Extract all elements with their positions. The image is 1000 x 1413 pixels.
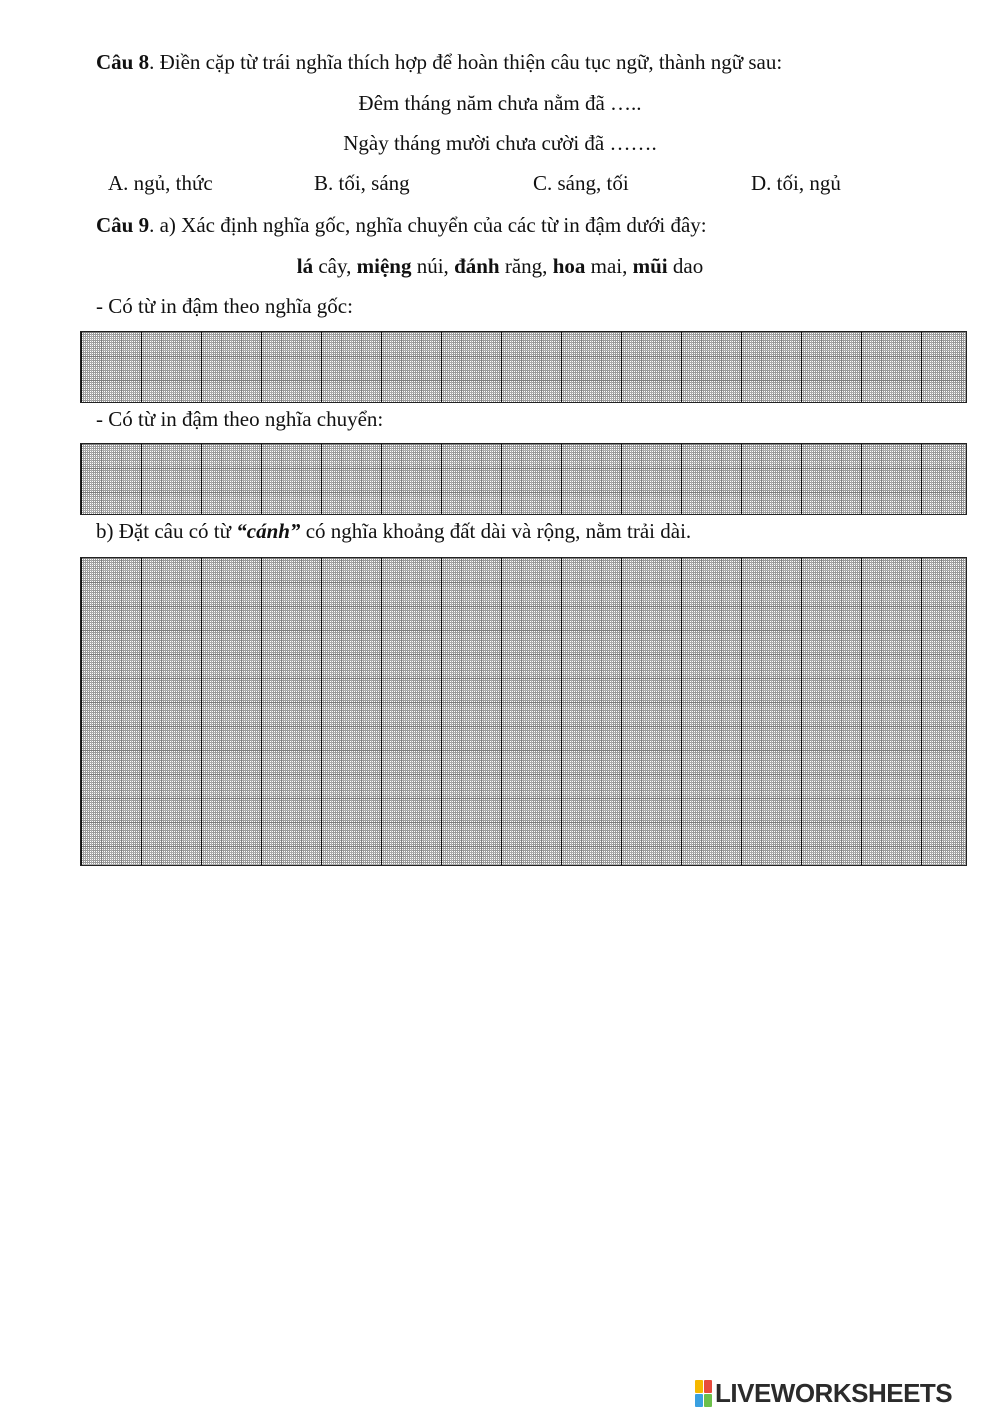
proverb-line-2: Ngày tháng mười chưa cười đã ……. <box>343 131 657 155</box>
question-8-label: Câu 8 <box>96 50 150 74</box>
word-la: lá <box>296 254 314 278</box>
word-mieng: miệng <box>356 254 412 278</box>
word-la-rest: cây, <box>313 254 352 278</box>
question-9-text: . a) Xác định nghĩa gốc, nghĩa chuyển của các từ in đậm dưới đây: <box>149 213 707 237</box>
answer-grid-sentence[interactable] <box>80 557 967 866</box>
question-9 <box>96 215 707 236</box>
word-hoa: hoa <box>552 254 586 278</box>
word-danh: đánh <box>454 254 500 278</box>
question-8 <box>96 52 782 73</box>
question-8-text: . Điền cặp từ trái nghĩa thích hợp để hoàn thiện câu tục ngữ, thành ngữ sau: <box>149 50 783 74</box>
figurative-meaning-label: - Có từ in đậm theo nghĩa chuyển: <box>96 407 384 431</box>
question-9b <box>96 521 691 542</box>
word-hoa-rest: mai, <box>585 254 628 278</box>
original-meaning-label: - Có từ in đậm theo nghĩa gốc: <box>96 294 353 318</box>
question-9b-text-1: b) Đặt câu có từ <box>96 519 237 543</box>
word-mui: mũi <box>632 254 668 278</box>
answer-grid-figurative[interactable] <box>80 443 967 515</box>
bold-words-line <box>0 256 1000 277</box>
answer-grid-original[interactable] <box>80 331 967 403</box>
option-a[interactable]: A. ngủ, thức <box>108 171 213 195</box>
proverb-line-1: Đêm tháng năm chưa nằm đã ….. <box>358 91 642 115</box>
question-9-label: Câu 9 <box>96 213 150 237</box>
word-mieng-rest: núi, <box>411 254 449 278</box>
word-danh-rest: răng, <box>499 254 548 278</box>
logo-text: LIVEWORKSHEETS <box>715 1377 953 1408</box>
word-mui-rest: dao <box>667 254 704 278</box>
question-9b-text-2: có nghĩa khoảng đất dài và rộng, nằm trải dài. <box>300 519 692 543</box>
question-9b-word: “cánh” <box>236 519 301 543</box>
logo-mark-icon <box>695 1380 712 1407</box>
option-c[interactable]: C. sáng, tối <box>533 171 629 195</box>
option-d[interactable]: D. tối, ngủ <box>751 171 841 195</box>
liveworksheets-logo <box>695 1378 952 1408</box>
option-b[interactable]: B. tối, sáng <box>314 171 410 195</box>
